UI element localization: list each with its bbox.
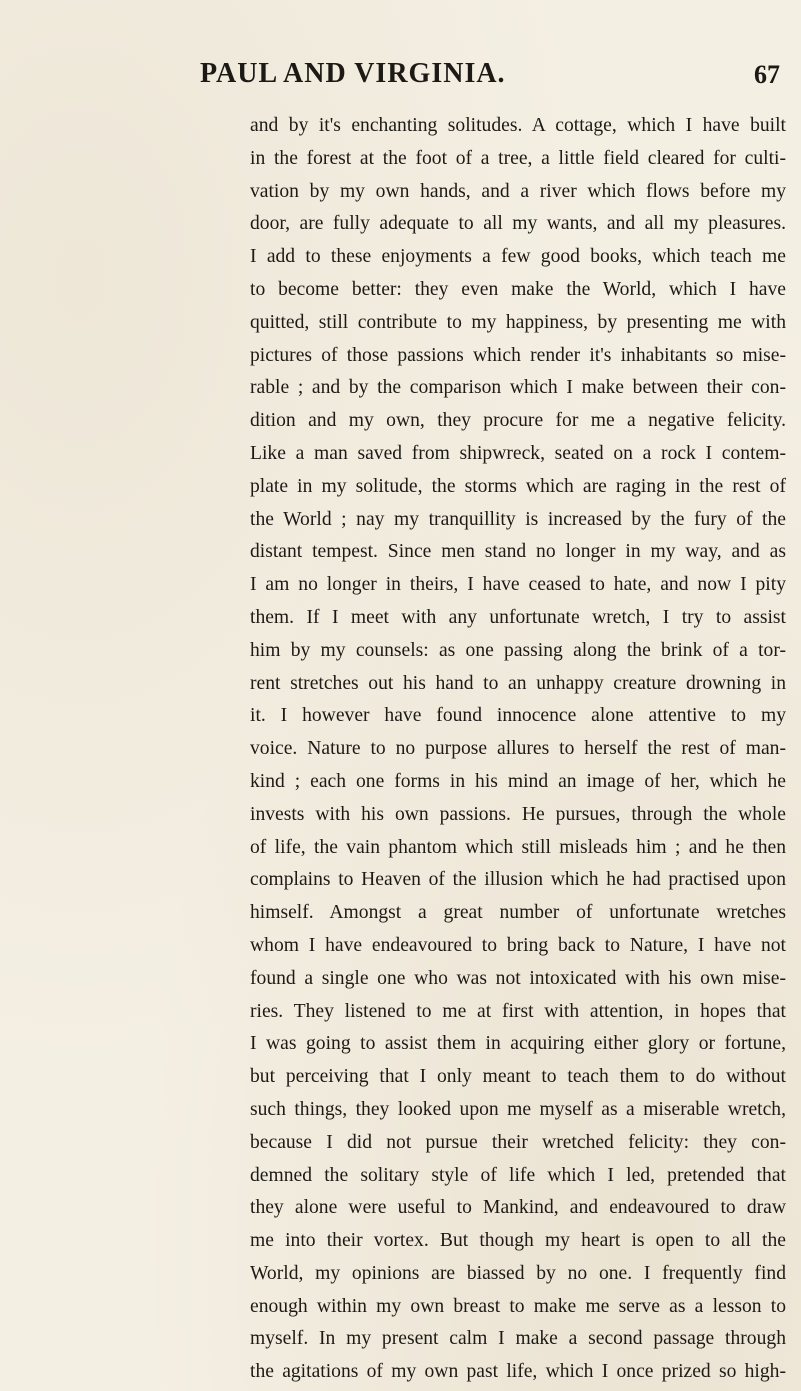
- running-head: [200, 58, 780, 98]
- text-line: because I did not pursue their wretched felicity: they con-: [250, 1131, 786, 1153]
- text-line: Like a man saved from shipwreck, seated on a rock I contem-: [250, 442, 786, 464]
- text-line: invests with his own passions. He pursues, through the whole: [250, 803, 786, 825]
- text-line: distant tempest. Since men stand no longer in my way, and as: [250, 541, 786, 563]
- text-line: complains to Heaven of the illusion which he had practised upon: [250, 869, 786, 891]
- text-line: they alone were useful to Mankind, and endeavoured to draw: [250, 1197, 786, 1219]
- text-line: myself. In my present calm I make a second passage through: [250, 1328, 786, 1350]
- text-line: quitted, still contribute to my happiness, by presenting me with: [250, 311, 786, 333]
- text-line: I add to these enjoyments a few good books, which teach me: [250, 246, 786, 268]
- text-line: him by my counsels: as one passing along the brink of a tor-: [250, 639, 786, 661]
- text-line: them. If I meet with any unfortunate wretch, I try to assist: [250, 606, 786, 628]
- text-line: found a single one who was not intoxicated with his own mise-: [250, 967, 786, 989]
- text-line: plate in my solitude, the storms which are raging in the rest of: [250, 475, 786, 497]
- body-text: [250, 110, 786, 1389]
- text-line: of life, the vain phantom which still misleads him ; and he then: [250, 836, 786, 858]
- text-line: demned the solitary style of life which I led, pretended that: [250, 1164, 786, 1186]
- text-line: me into their vortex. But though my heart is open to all the: [250, 1230, 786, 1252]
- text-line: whom I have endeavoured to bring back to Nature, I have not: [250, 934, 786, 956]
- text-line: kind ; each one forms in his mind an image of her, which he: [250, 770, 786, 792]
- page-number: 67: [754, 60, 780, 89]
- text-line: pictures of those passions which render it's inhabitants so mise-: [250, 344, 786, 366]
- running-title: PAUL AND VIRGINIA.: [200, 58, 506, 89]
- text-line: rable ; and by the comparison which I make between their con-: [250, 377, 786, 399]
- text-line: to become better: they even make the World, which I have: [250, 278, 786, 300]
- text-line: the World ; nay my tranquillity is increased by the fury of the: [250, 508, 786, 530]
- text-line: but perceiving that I only meant to teach them to do without: [250, 1066, 786, 1088]
- text-line: in the forest at the foot of a tree, a little field cleared for culti-: [250, 147, 786, 169]
- text-line: such things, they looked upon me myself as a miserable wretch,: [250, 1098, 786, 1120]
- text-line: I am no longer in theirs, I have ceased to hate, and now I pity: [250, 574, 786, 596]
- text-line: door, are fully adequate to all my wants, and all my pleasures.: [250, 213, 786, 235]
- text-line: vation by my own hands, and a river which flows before my: [250, 180, 786, 202]
- text-line: enough within my own breast to make me serve as a lesson to: [250, 1295, 786, 1317]
- text-line: it. I however have found innocence alone attentive to my: [250, 705, 786, 727]
- text-line: I was going to assist them in acquiring either glory or fortune,: [250, 1033, 786, 1055]
- text-line: dition and my own, they procure for me a negative felicity.: [250, 410, 786, 432]
- text-line: voice. Nature to no purpose allures to herself the rest of man-: [250, 738, 786, 760]
- text-line: the agitations of my own past life, which I once prized so high-: [250, 1361, 786, 1383]
- text-line: ries. They listened to me at first with attention, in hopes that: [250, 1000, 786, 1022]
- text-line: himself. Amongst a great number of unfortunate wretches: [250, 902, 786, 924]
- text-line: and by it's enchanting solitudes. A cottage, which I have built: [250, 115, 786, 136]
- text-line: rent stretches out his hand to an unhappy creature drowning in: [250, 672, 786, 694]
- text-line: World, my opinions are biassed by no one. I frequently find: [250, 1262, 786, 1284]
